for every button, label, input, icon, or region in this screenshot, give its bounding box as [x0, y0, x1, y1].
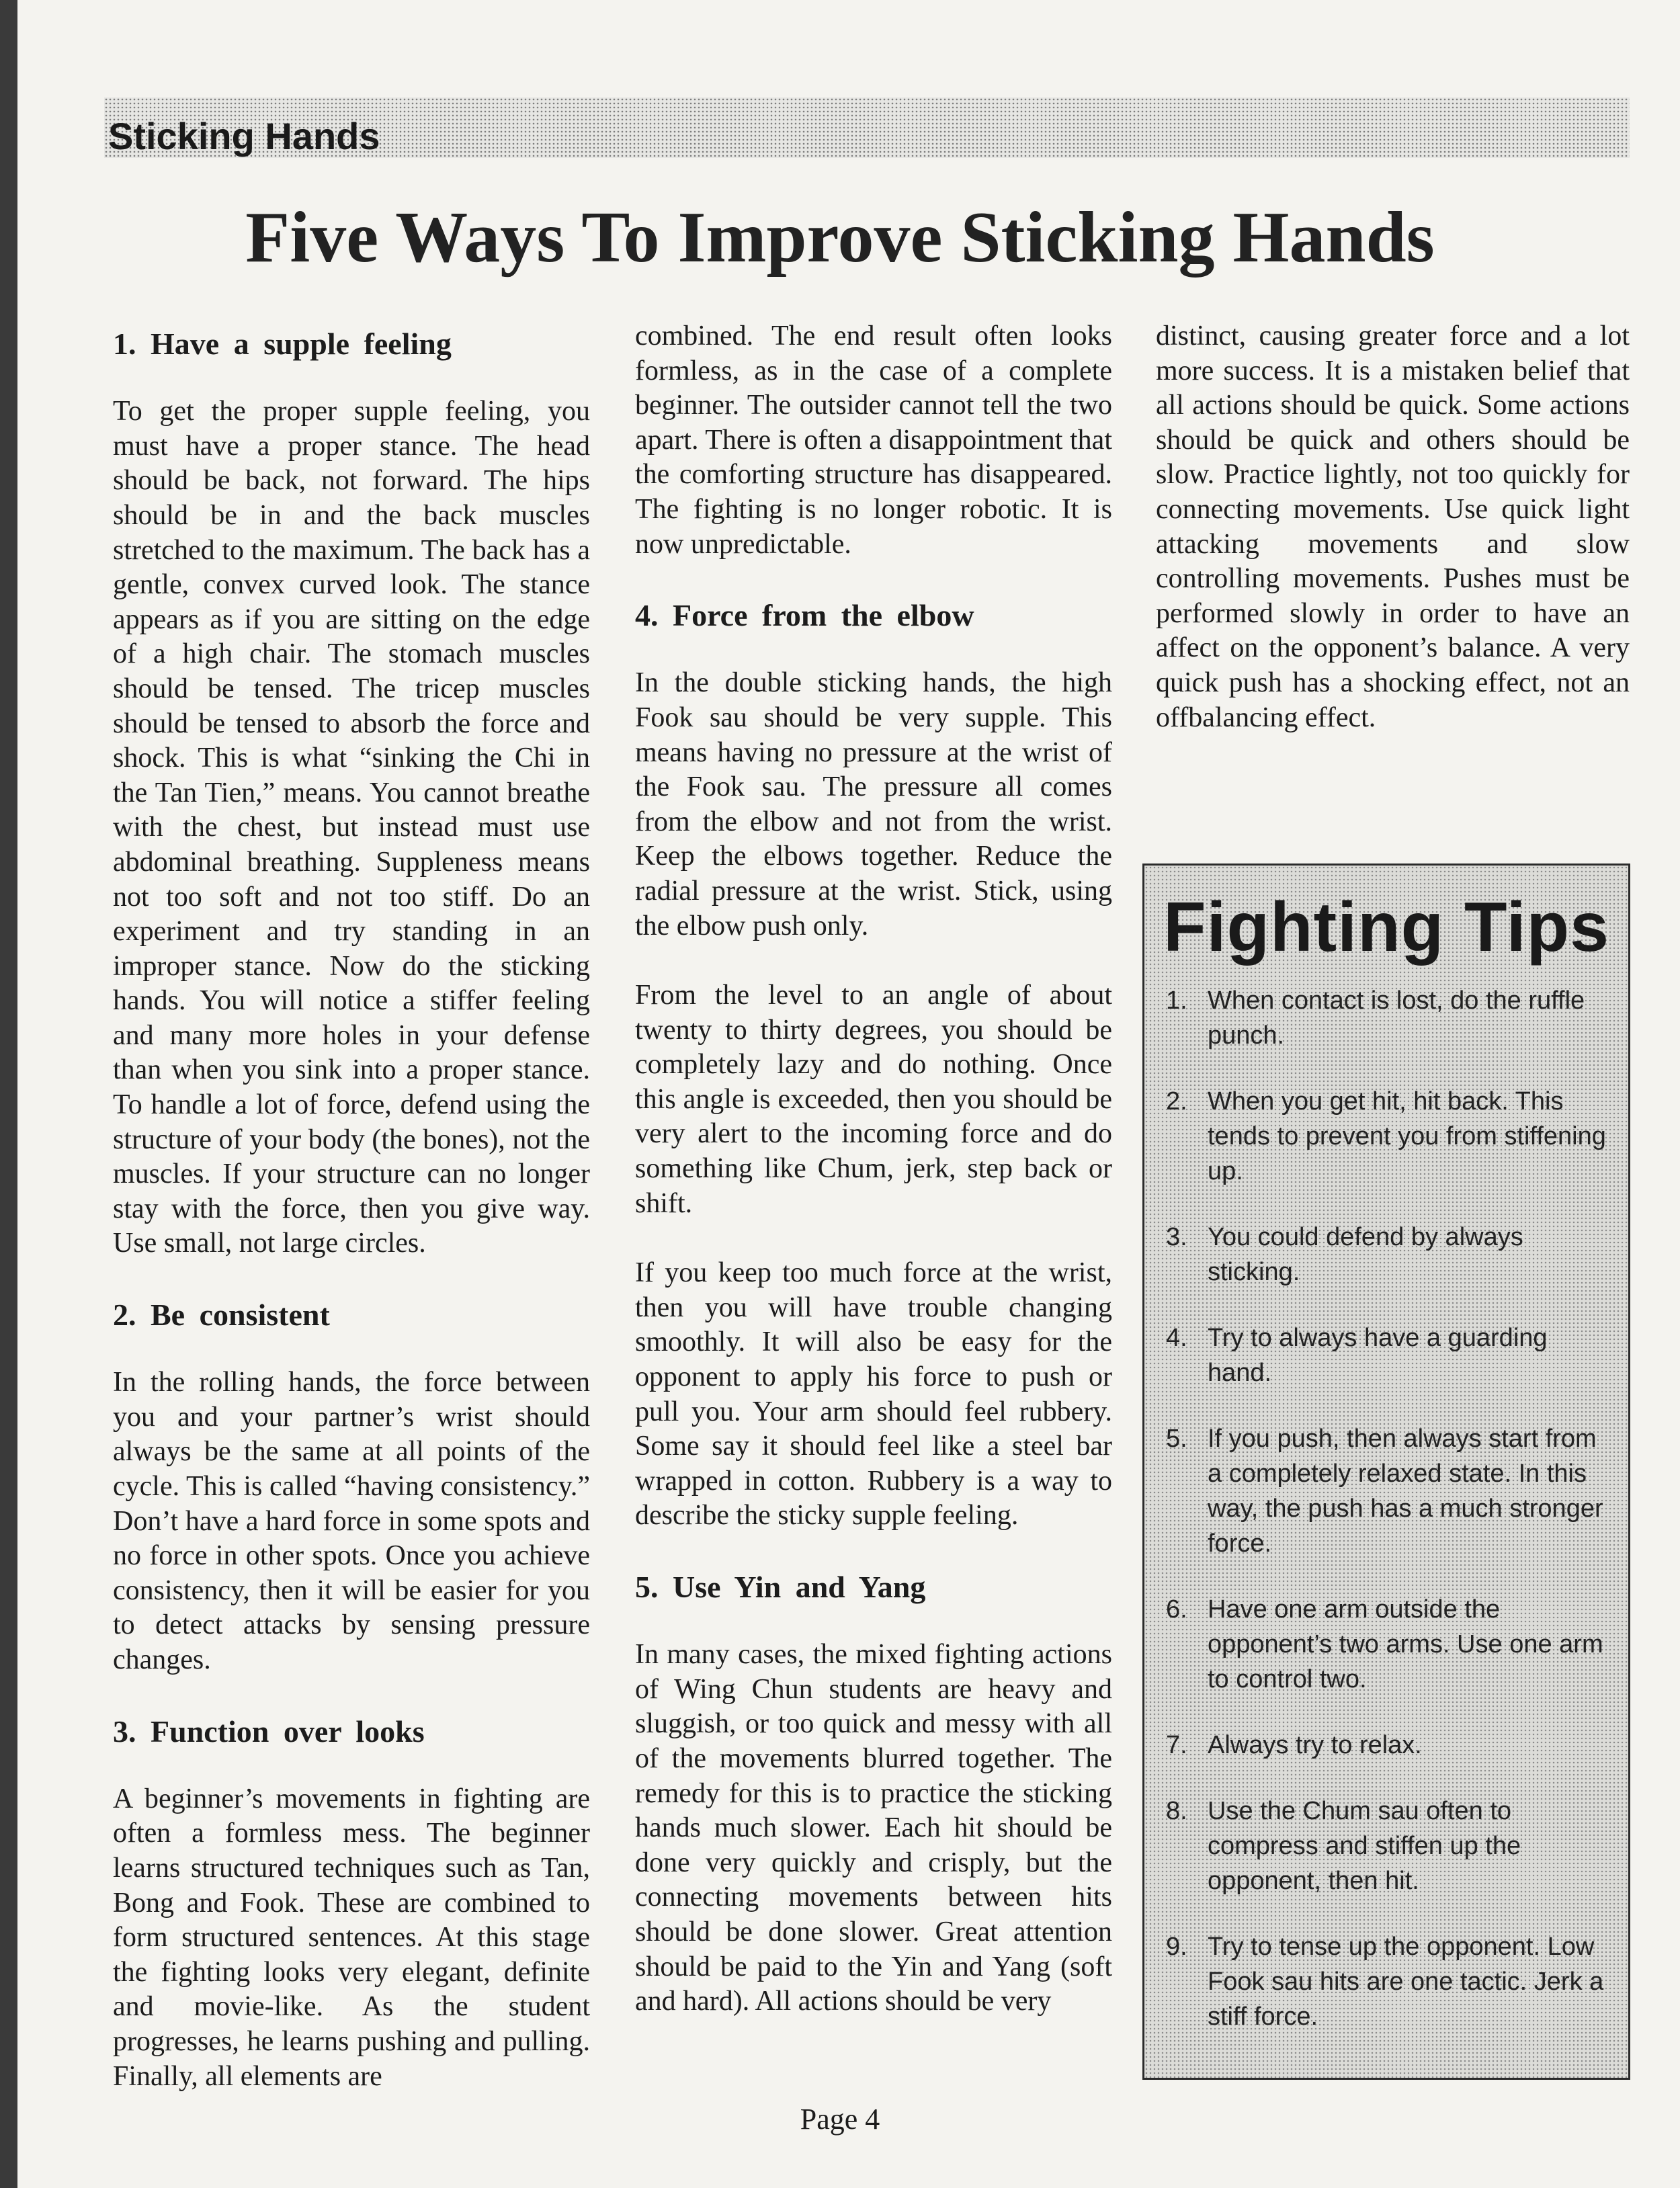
page-number: Page 4: [800, 2103, 880, 2136]
paragraph-elbow-2: From the level to an angle of about twenty to thirty degrees, you should be completely lazy and do nothing. Once this angle is exceeded, then you should be very alert to the incoming force and do something like Chum, jerk, step back or shift.: [635, 980, 1112, 1219]
tip-item: 4. Try to always have a guarding hand.: [1166, 1324, 1548, 1387]
tip-item: 5. If you push, then always start from a completely relaxed state. In this way, the push has a much stronger force.: [1166, 1425, 1603, 1558]
paragraph-function-2: combined. The end result often looks formless, as in the case of a complete beginner. The outsider cannot tell the two apart. There is often a disappointment that the comforting structure has disappeared. The fighting is no longer robotic. It is now unpredictable.: [635, 321, 1112, 560]
section-label: Sticking Hands: [108, 115, 380, 157]
paragraph-supple: To get the proper supple feeling, you must have a proper stance. The head should be back, not forward. The hips should be in and the back muscles stretched to the maximum. The back has a gentle, convex curved look. The stance appears as if you are sitting on the edge of a high chair. The stomach muscles should be tensed. The tricep muscles should be tensed to absorb the force and shock. This is what “sinking the Chi in the Tan Tien,” means. You cannot breathe with the chest, but instead must use abdominal breathing. Suppleness means not too soft and not too stiff. Do an experiment and try standing in an improper stance. Now do the sticking hands. You will notice a stiffer feeling and many more holes in your defense than when you sink into a proper stance. To handle a lot of force, defend using the structure of your body (the bones), not the muscles. If your structure can no longer stay with the force, then you give way. Use small, not large circles.: [113, 396, 590, 1259]
fighting-tips-list: [1166, 983, 1609, 2065]
tip-item: 3. You could defend by always sticking.: [1166, 1223, 1523, 1286]
paragraph-function-1: A beginner’s movements in fighting are often a formless mess. The beginner learns structured techniques such as Tan, Bong and Fook. These are combined to form structured sentences. At this stage the fighting looks very elegant, definite and movie-like. As the student progresses, he learns pushing and pulling. Finally, all elements are: [113, 1783, 590, 2092]
section-heading-supple: 1. Have a supple feeling: [113, 327, 452, 361]
section-heading-consistent: 2. Be consistent: [113, 1298, 330, 1333]
paragraph-elbow-3: If you keep too much force at the wrist, then you will have trouble changing smoothly. It will also be easy for the opponent to apply his force to push or pull you. Your arm should feel rubbery. Some say it should feel like a steel bar wrapped in cotton. Rubbery is a way to describe the sticky supple feeling.: [635, 1257, 1112, 1531]
tip-item: 7. Always try to relax.: [1166, 1731, 1422, 1759]
paragraph-consistent: In the rolling hands, the force between you and your partner’s wrist should always be the same at all points of the cycle. This is called “having consistency.” Don’t have a hard force in some spots and no force in other spots. Once you achieve consistency, then it will be easier for you to detect attacks by sensing pressure changes.: [113, 1367, 590, 1675]
fighting-tips-box: [1142, 864, 1630, 2080]
tip-item: 1. When contact is lost, do the ruffle punch.: [1166, 986, 1585, 1050]
section-heading-yin-yang: 5. Use Yin and Yang: [635, 1570, 926, 1604]
article-column-3: [1156, 319, 1630, 770]
article-column-1: [113, 316, 590, 2129]
tip-item: 8. Use the Chum sau often to compress and stiffen up the opponent, then hit.: [1166, 1797, 1521, 1895]
paragraph-elbow-1: In the double sticking hands, the high Fook sau should be very supple. This means having no pressure at the wrist of the Fook sau. The pressure all comes from the elbow and not from the wrist. Keep the elbows together. Reduce the radial pressure at the wrist. Stick, using the elbow push only.: [635, 667, 1112, 941]
article-title: Five Ways To Improve Sticking Hands: [245, 198, 1435, 278]
tip-item: 9. Try to tense up the opponent. Low Fook sau hits are one tactic. Jerk a stiff force.: [1166, 1933, 1604, 2031]
tip-item: 2. When you get hit, hit back. This tends to prevent you from stiffening up.: [1166, 1087, 1606, 1185]
section-header-bar: [104, 97, 1630, 158]
section-heading-function: 3. Function over looks: [113, 1714, 425, 1749]
tip-item: 6. Have one arm outside the opponent’s two arms. Use one arm to control two.: [1166, 1595, 1603, 1693]
paragraph-yin-yang-1: In many cases, the mixed fighting actions of Wing Chun students are heavy and sluggish, or too quick and messy with all of the movements blurred together. The remedy for this is to practice the sticking hands much slower. Each hit should be done very quickly and crisply, but the connecting movements between hits should be done slower. Great attention should be paid to the Yin and Yang (soft and hard). All actions should be very: [635, 1639, 1112, 2017]
fighting-tips-title: Fighting Tips: [1163, 888, 1609, 966]
article-column-2: [635, 319, 1112, 2054]
section-heading-elbow: 4. Force from the elbow: [635, 598, 974, 633]
page-binding-edge: [0, 0, 17, 2188]
paragraph-yin-yang-2: distinct, causing greater force and a lot more success. It is a mistaken belief that all actions should be quick. Some actions should be quick and others should be slow. Practice lightly, not too quickly for connecting movements. Use quick light attacking movements and slow controlling movements. Pushes must be performed slowly in order to have an affect on the opponent’s balance. A very quick push has a shocking effect, not an offbalancing effect.: [1156, 321, 1630, 733]
